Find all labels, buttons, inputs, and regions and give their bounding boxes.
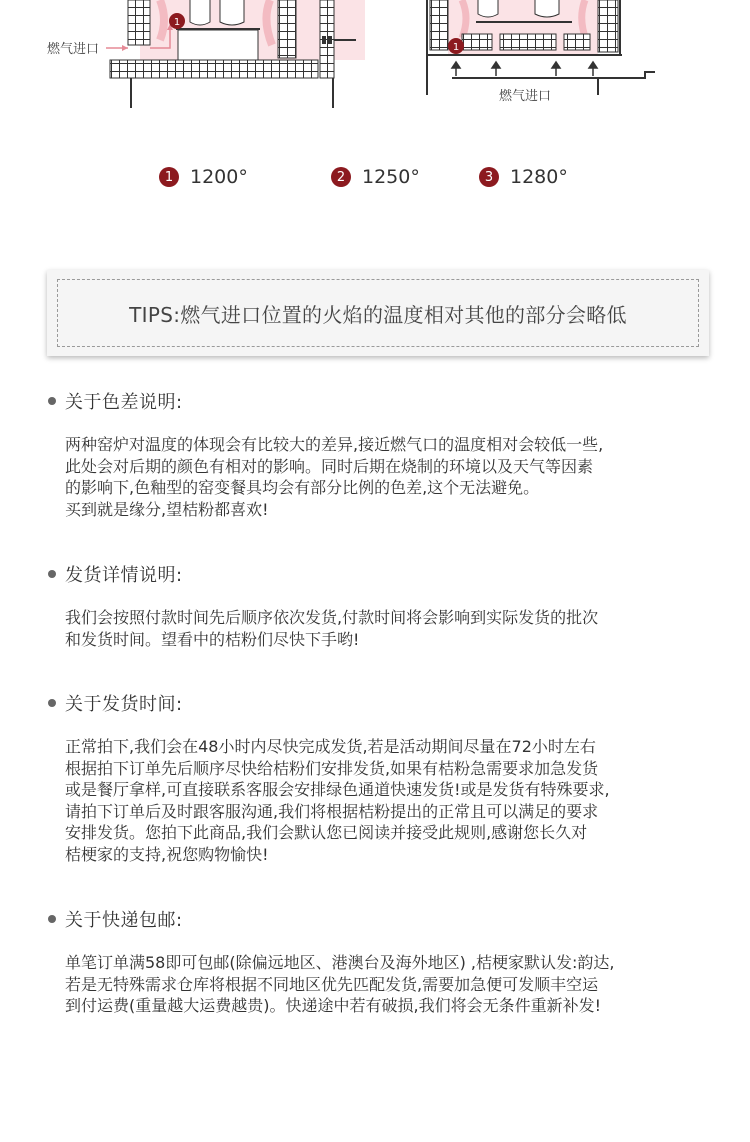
- temperature-legend: [0, 166, 750, 192]
- section-body: 我们会按照付款时间先后顺序依次发货,付款时间将会影响到实际发货的批次 和发货时间。望看中的桔粉们尽快下手哟!: [65, 608, 599, 649]
- temperature-item: [159, 166, 248, 188]
- bullet-icon: [48, 570, 56, 578]
- bullet-icon: [48, 699, 56, 707]
- gas-inlet-label-right: 燃气进口: [499, 89, 552, 104]
- number-badge: 2: [331, 167, 351, 187]
- number-badge: 3: [479, 167, 499, 187]
- marker-label-right: 1: [452, 42, 460, 53]
- section-title: 关于发货时间:: [65, 694, 183, 715]
- section-shipping-time: [48, 690, 708, 866]
- section-header: [48, 690, 708, 716]
- temperature-value: 1200°: [190, 166, 248, 188]
- section-body: 单笔订单满58即可包邮(除偏远地区、港澳台及海外地区) ,桔梗家默认发:韵达, 若是无特殊需求仓库将根据不同地区优先匹配发货,需要加急便可发顺丰空运 到付运费(重量越大运费越贵)。快递途中若有破损,我们将会无条件重新补发!: [65, 953, 615, 1016]
- kiln-right: [427, 0, 655, 104]
- section-body: 两种窑炉对温度的体现会有比较大的差异,接近燃气口的温度相对会较低一些, 此处会对后期的颜色有相对的影响。同时后期在烧制的环境以及天气等因素 的影响下,色釉型的窑变餐具均会有部分比例的色差,这个无法避免。 买到就是缘分,望桔粉都喜欢!: [65, 435, 604, 519]
- section-color-difference: [48, 388, 708, 520]
- tips-box: [47, 270, 709, 356]
- section-header: [48, 906, 708, 932]
- marker-label-left: 1: [173, 17, 181, 28]
- section-title: 发货详情说明:: [65, 565, 183, 586]
- kiln-diagram: [0, 0, 750, 115]
- temperature-item: [479, 166, 568, 188]
- section-header: [48, 388, 708, 414]
- section-header: [48, 561, 708, 587]
- kiln-left: [47, 0, 365, 108]
- section-free-shipping: [48, 906, 708, 1017]
- section-title: 关于快递包邮:: [65, 910, 183, 931]
- temperature-item: [331, 166, 420, 188]
- tips-text: TIPS:燃气进口位置的火焰的温度相对其他的部分会略低: [57, 279, 699, 347]
- section-shipping-details: [48, 561, 708, 650]
- bullet-icon: [48, 915, 56, 923]
- temperature-value: 1250°: [362, 166, 420, 188]
- bullet-icon: [48, 397, 56, 405]
- number-badge: 1: [159, 167, 179, 187]
- temperature-value: 1280°: [510, 166, 568, 188]
- section-body: 正常拍下,我们会在48小时内尽快完成发货,若是活动期间尽量在72小时左右 根据拍下订单先后顺序尽快给桔粉们安排发货,如果有桔粉急需要求加急发货 或是餐厅拿样,可直接联系客服会安排绿色通道快速发货!或是发货有特殊要求, 请拍下订单后及时跟客服沟通,我们将根据桔粉提出的正常且可以满足的要求 安排发货。您拍下此商品,我们会默认您已阅读并接受此规则,感谢您长久对 桔梗家的支持,祝您购物愉快!: [65, 737, 610, 864]
- gas-inlet-label-left: 燃气进口: [47, 42, 100, 57]
- section-title: 关于色差说明:: [65, 392, 183, 413]
